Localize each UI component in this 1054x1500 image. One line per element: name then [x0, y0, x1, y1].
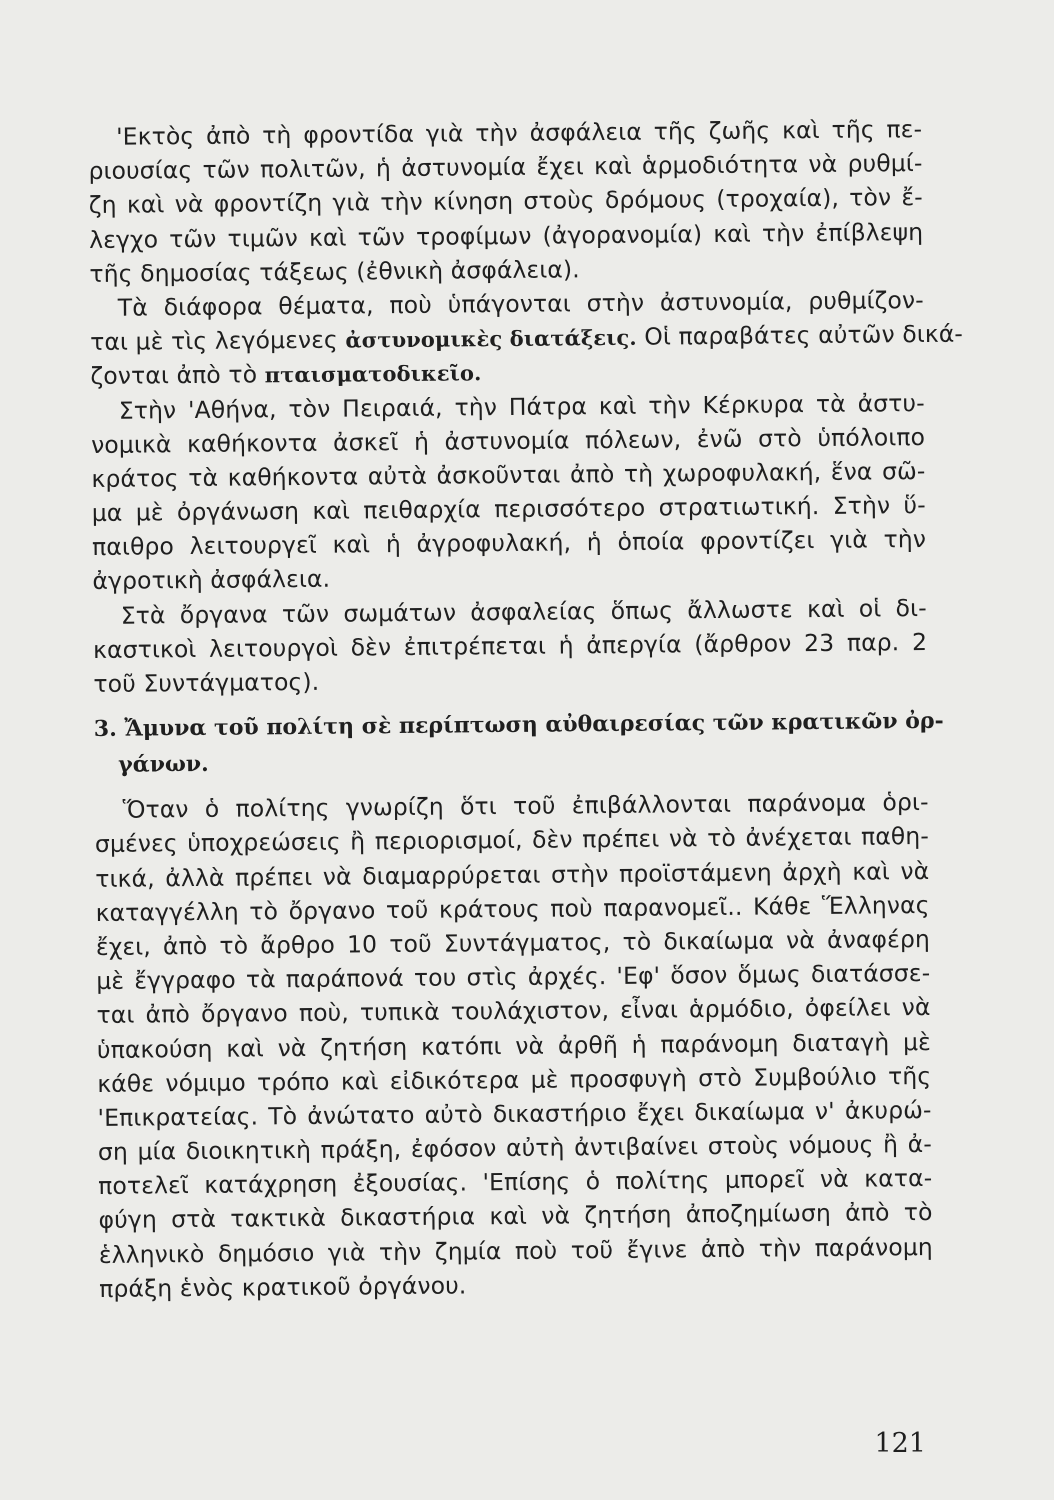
- text-line: τῆς δημοσίας τάξεως (ἐθνικὴ ἀσφάλεια).: [89, 255, 580, 288]
- page-text: [88, 112, 964, 1306]
- text-line: φύγη στὰ τακτικὰ δικαστήρια καὶ νὰ ζητήση ἀποζημίωση ἀπὸ τὸ: [98, 1198, 933, 1235]
- text-line: μα μὲ ὀργάνωση καὶ πειθαρχία περισσότερο στρατιωτική. Στὴν ὕ-: [91, 491, 926, 528]
- text-line: λεγχο τῶν τιμῶν καὶ τῶν τροφίμων (ἀγορανομία) καὶ τὴν ἐπίβλεψη: [89, 217, 924, 254]
- text-fragment: ζονται ἀπὸ τὸ: [90, 360, 265, 391]
- text-line: κράτος τὰ καθήκοντα αὐτὰ ἀσκοῦνται ἀπὸ τὴ χωροφυλακή, ἕνα σῶ-: [91, 456, 926, 493]
- text-line: 'Επικρατείας. Τὸ ἀνώτατο αὐτὸ δικαστήριο ἔχει δικαίωμα ν' ἀκυρώ-: [97, 1095, 932, 1132]
- text-line: ἔχει, ἀπὸ τὸ ἄρθρο 10 τοῦ Συντάγματος, τὸ δικαίωμα νὰ ἀναφέρη: [95, 924, 931, 961]
- text-line: Στὰ ὄργανα τῶν σωμάτων ἀσφαλείας ὅπως ἄλλωστε καὶ οἱ δι-: [120, 593, 927, 630]
- text-line: ση μία διοικητικὴ πράξη, ἐφόσον αὐτὴ ἀντιβαίνει στοὺς νόμους ἢ ἀ-: [97, 1130, 933, 1167]
- text-line: πράξη ἑνὸς κρατικοῦ ὀργάνου.: [99, 1271, 467, 1303]
- paragraph-5: [94, 785, 933, 1306]
- text-line: ριουσίας τῶν πολιτῶν, ἡ ἀστυνομία ἔχει καὶ ἁρμοδιότητα νὰ ρυθμί-: [88, 149, 923, 186]
- page-number: 121: [874, 1428, 926, 1459]
- text-line: Στὴν 'Αθήνα, τὸν Πειραιά, τὴν Πάτρα καὶ τὴν Κέρκυρα τὰ ἀστυ-: [118, 388, 925, 425]
- text-line: νομικὰ καθήκοντα ἀσκεῖ ἡ ἀστυνομία πόλεων, ἐνῶ στὸ ὑπόλοιπο: [90, 422, 926, 459]
- text-fragment: Οἱ παραβάτες αὐτῶν δικά-: [636, 319, 964, 351]
- text-line: ζη καὶ νὰ φροντίζη γιὰ τὴν κίνηση στοὺς δρόμους (τροχαία), τὸν ἔ-: [88, 183, 923, 220]
- paragraph-1: [88, 112, 924, 291]
- section-heading-line: γάνων.: [118, 751, 209, 778]
- text-line: ποτελεῖ κατάχρηση ἐξουσίας. 'Επίσης ὁ πολίτης μπορεῖ νὰ κατα-: [98, 1164, 933, 1201]
- text-line: ἀγροτικὴ ἀσφάλεια.: [92, 565, 331, 596]
- legal-term: πταισματοδικεῖο.: [264, 360, 482, 388]
- paragraph-3: [91, 385, 927, 598]
- text-line: τοῦ Συντάγματος).: [93, 667, 320, 698]
- text-line: τικά, ἀλλὰ πρέπει νὰ διαμαρρύρεται στὴν προϊστάμενη ἀρχὴ καὶ νὰ: [95, 856, 930, 893]
- text-fragment: ται μὲ τὶς λεγόμενες: [89, 325, 346, 357]
- text-line: ται ἀπὸ ὄργανο ποὺ, τυπικὰ τουλάχιστον, εἶναι ἁρμόδιο, ὀφείλει νὰ: [96, 993, 931, 1030]
- text-line: Τὰ διάφορα θέματα, ποὺ ὑπάγονται στὴν ἀστυνομία, ρυθμίζον-: [117, 285, 924, 322]
- section-heading: [93, 703, 944, 783]
- text-line: ἑλληνικὸ δημόσιο γιὰ τὴν ζημία ποὺ τοῦ ἔγινε ἀπὸ τὴν παράνομη: [98, 1232, 933, 1269]
- legal-term: ἀστυνομικὲς διατάξεις.: [345, 324, 637, 353]
- text-line: παιθρο λειτουργεῖ καὶ ἡ ἀγροφυλακή, ἡ ὁποία φροντίζει γιὰ τὴν: [91, 525, 927, 562]
- text-line: καστικοὶ λειτουργοὶ δὲν ἐπιτρέπεται ἡ ἀπεργία (ἄρθρον 23 παρ. 2: [92, 627, 928, 664]
- text-line: κάθε νόμιμο τρόπο καὶ εἰδικότερα μὲ προσφυγὴ στὸ Συμβούλιο τῆς: [97, 1061, 932, 1098]
- paragraph-2: [89, 283, 964, 394]
- text-line: καταγγέλλη τὸ ὄργανο τοῦ κράτους ποὺ παρανομεῖ.. Κάθε Ἕλληνας: [95, 890, 930, 927]
- section-heading-line: 3. Ἄμυνα τοῦ πολίτη σὲ περίπτωση αὐθαιρεσίας τῶν κρατικῶν ὀρ-: [93, 708, 944, 743]
- text-line: σμένες ὑποχρεώσεις ἢ περιορισμοί, δὲν πρέπει νὰ τὸ ἀνέχεται παθη-: [94, 822, 930, 859]
- text-line: μὲ ἔγγραφο τὰ παράπονά του στὶς ἀρχές. 'Εφ' ὅσον ὅμως διατάσσε-: [96, 959, 931, 996]
- text-line: 'Εκτὸς ἀπὸ τὴ φροντίδα γιὰ τὴν ἀσφάλεια τῆς ζωῆς καὶ τῆς πε-: [116, 114, 923, 151]
- text-line: Ὅταν ὁ πολίτης γνωρίζη ὅτι τοῦ ἐπιβάλλονται παράνομα ὁρι-: [122, 788, 929, 824]
- paragraph-4: [93, 591, 928, 702]
- text-line: ὑπακούση καὶ νὰ ζητήση κατόπι νὰ ἀρθῆ ἡ παράνομη διαταγὴ μὲ: [96, 1027, 932, 1064]
